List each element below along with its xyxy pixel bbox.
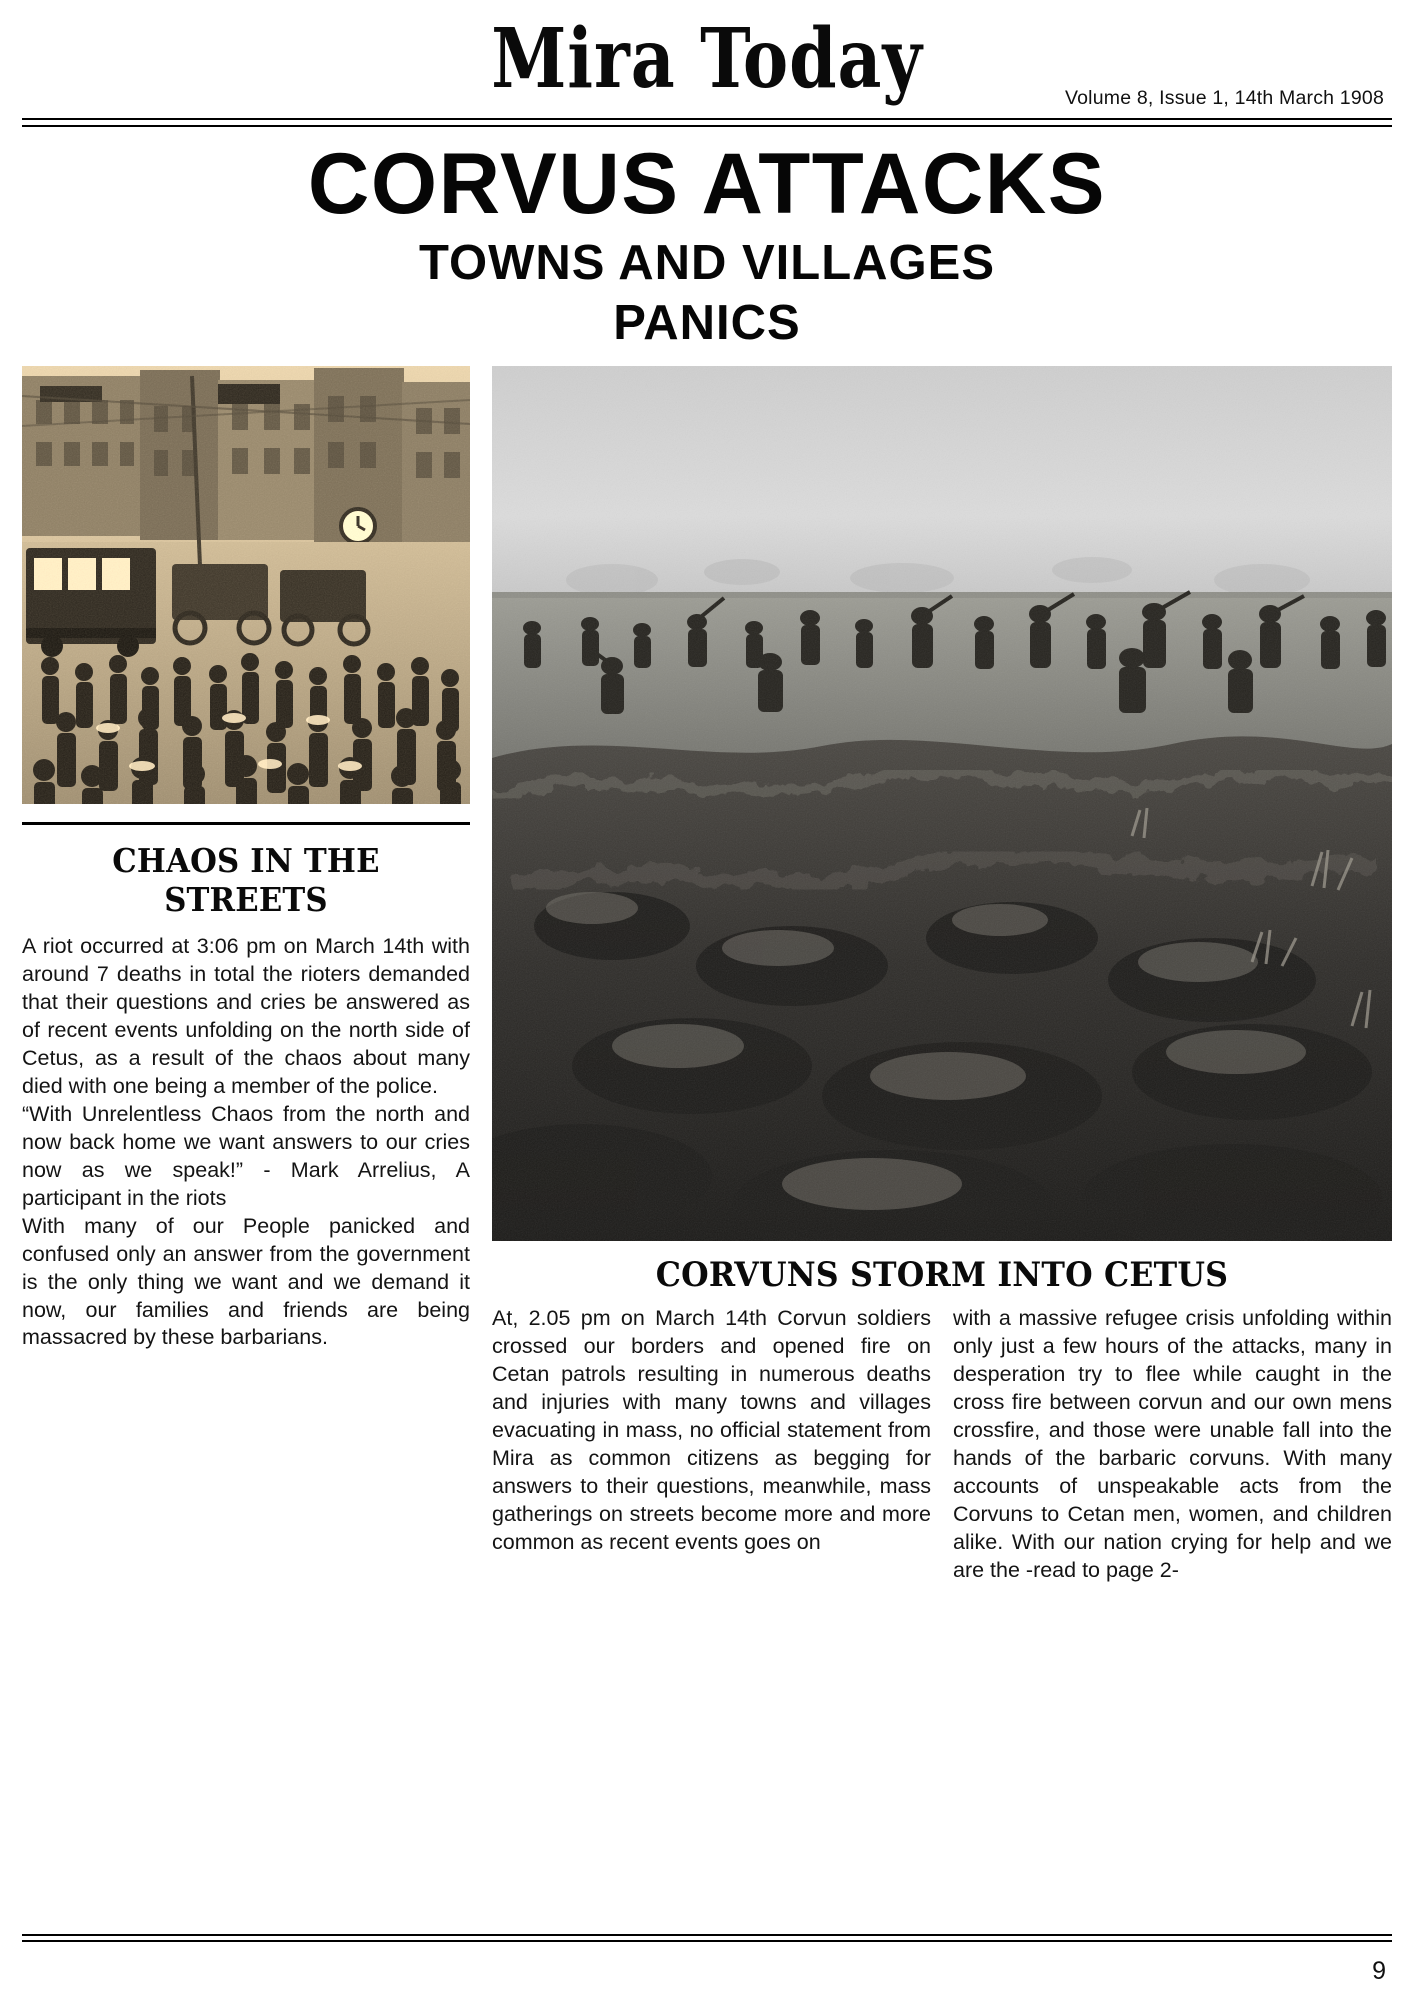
main-article-headline: CORVUNS STORM INTO CETUS [655, 1255, 1229, 1296]
content-region [22, 366, 1392, 1584]
left-article-paragraph-3: With many of our People panicked and confused only an answer from the government is the only thing we want and we demand it now, our families and friends are being massacred by these barbarians. [22, 1213, 470, 1350]
sub-headline-primary: TOWNS AND VILLAGES [418, 235, 996, 290]
headline-block [22, 127, 1392, 352]
street-riot-photo-graphic [22, 366, 470, 804]
street-riot-photo [22, 366, 470, 804]
masthead-divider-rule [22, 118, 1392, 127]
right-column [492, 366, 1392, 1584]
masthead-volume-line: Volume 8, Issue 1, 14th March 1908 [1065, 87, 1384, 109]
left-column [22, 366, 470, 1352]
page-number: 9 [1372, 1957, 1386, 1985]
left-article-paragraph-2: “With Unrelentless Chaos from the north and now back home we want answers to our cries now as we speak!” - Mark Arrelius, A participant in the riots [22, 1101, 470, 1210]
left-article-paragraph-1: A riot occurred at 3:06 pm on March 14th with around 7 deaths in total the rioters demanded that their questions and cries be answered as of recent events unfolding on the north side of Cetus, as a result of the chaos about many died with one being a member of the police. [22, 934, 470, 1099]
main-article-column-2 [953, 1305, 1392, 1584]
battlefield-photo-graphic [492, 366, 1392, 1241]
main-headline: CORVUS ATTACKS [307, 136, 1107, 232]
main-article-column-2-text: with a massive refugee crisis unfolding within only just a few hours of the attacks, many in desperation try to flee while caught in the cross fire between corvun and our own mens crossfire, and those were unable fall into the hands of the barbaric corvuns. With many accounts of unspeakable acts from the Corvuns to Cetan men, women, and children alike. With our nation crying for help and we are the -read to page 2- [953, 1306, 1392, 1582]
masthead [22, 0, 1392, 118]
main-article-column-1 [492, 1305, 931, 1584]
main-article-columns [492, 1305, 1392, 1584]
footer-divider-rule [22, 1934, 1392, 1942]
sub-headline-secondary: PANICS [613, 295, 801, 350]
left-article-body [22, 933, 470, 1352]
main-article-column-1-text: At, 2.05 pm on March 14th Corvun soldiers crossed our borders and opened fire on Cetan patrols resulting in numerous deaths and injuries with many towns and villages evacuating in mass, no official statement from Mira as common citizens as begging for answers to their questions, meanwhile, mass gatherings on streets become more and more common as recent events goes on [492, 1306, 931, 1554]
left-article-headline: CHAOS IN THE STREETS [112, 841, 380, 920]
left-article-divider [22, 822, 470, 825]
battlefield-photo [492, 366, 1392, 1241]
masthead-title: Mira Today [491, 11, 923, 107]
